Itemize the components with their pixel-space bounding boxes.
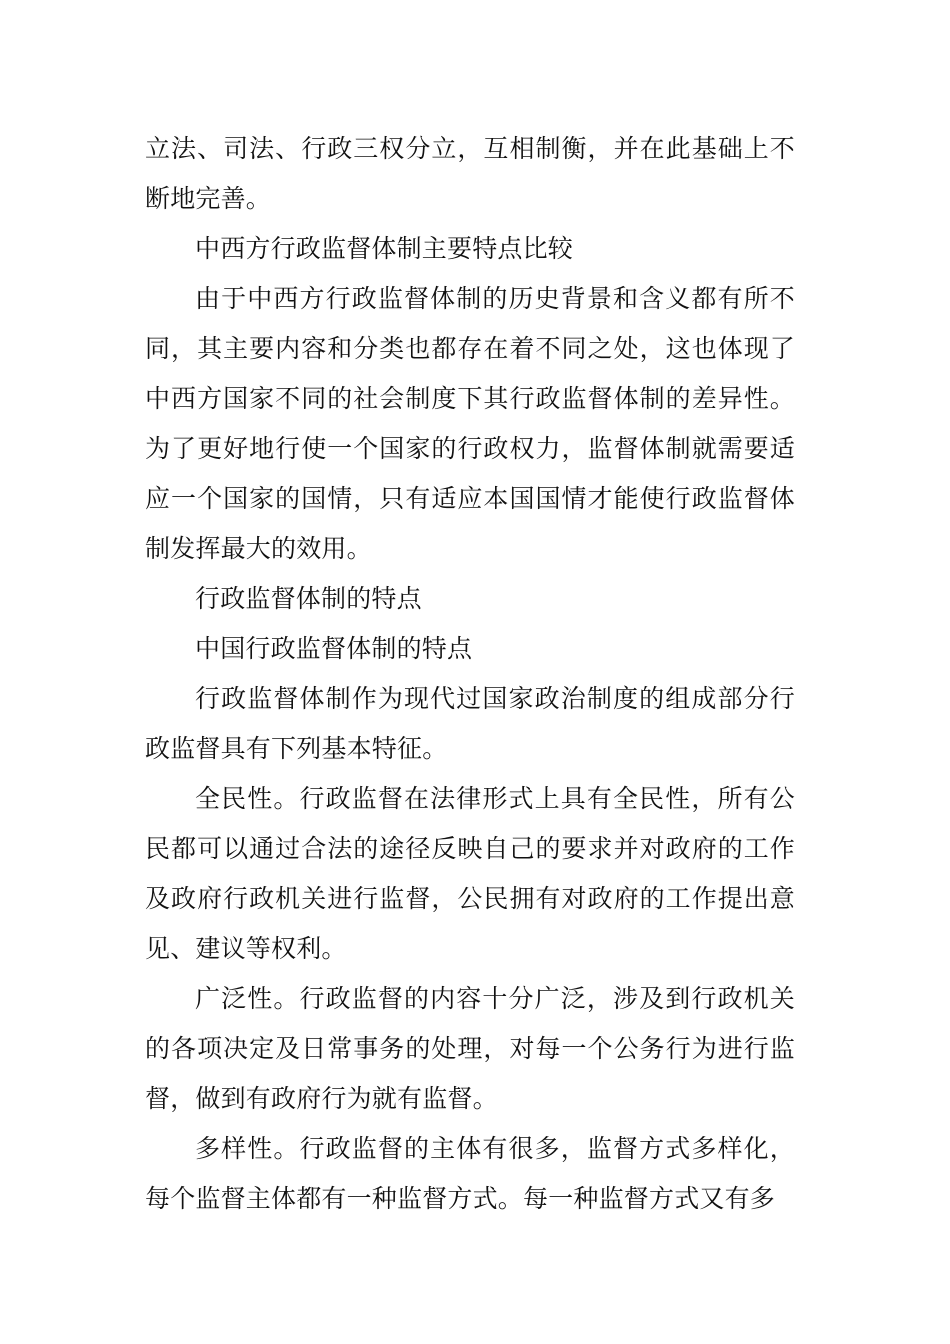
paragraph-intro-features: 行政监督体制作为现代过国家政治制度的组成部分行政监督具有下列基本特征。 — [145, 684, 795, 763]
paragraph-breadth: 广泛性。行政监督的内容十分广泛，涉及到行政机关的各项决定及日常事务的处理，对每一个公务行为进行监督，做到有政府行为就有监督。 — [145, 984, 795, 1113]
document-page — [145, 124, 795, 1224]
section-heading-comparison: 中西方行政监督体制主要特点比较 — [195, 234, 574, 263]
paragraph-continuation: 立法、司法、行政三权分立，互相制衡，并在此基础上不断地完善。 — [145, 134, 795, 213]
section-heading-china-features: 中国行政监督体制的特点 — [195, 634, 473, 663]
paragraph-background: 由于中西方行政监督体制的历史背景和含义都有所不同，其主要内容和分类也都存在着不同之处，这也体现了中西方国家不同的社会制度下其行政监督体制的差异性。为了更好地行使一个国家的行政权力，监督体制就需要适应一个国家的国情，只有适应本国国情才能使行政监督体制发挥最大的效用。 — [145, 284, 795, 563]
section-heading-features: 行政监督体制的特点 — [195, 584, 422, 613]
paragraph-universality: 全民性。行政监督在法律形式上具有全民性，所有公民都可以通过合法的途径反映自己的要求并对政府的工作及政府行政机关进行监督，公民拥有对政府的工作提出意见、建议等权利。 — [145, 784, 795, 963]
paragraph-diversity: 多样性。行政监督的主体有很多，监督方式多样化，每个监督主体都有一种监督方式。每一种监督方式又有多 — [145, 1134, 795, 1213]
